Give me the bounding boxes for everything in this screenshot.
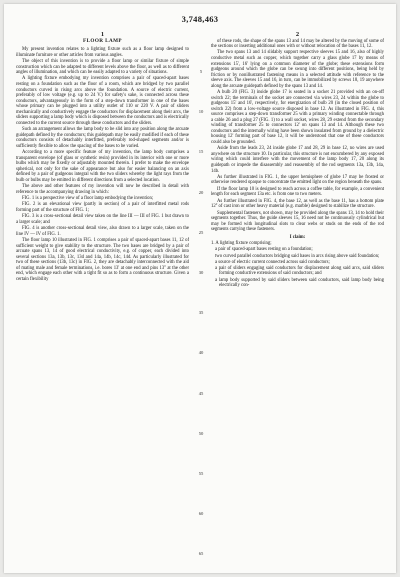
left-column — [16, 32, 189, 567]
paragraph: Aside from the leads 23, 24 inside globe 17 and 28, 29 in base 12, no wires are used anywhere on the structure 10. In particular, this structure is not encumbered by any exposed wiring which could interfere with the movement of the lamp body 17, 20 along its guidepath or impede the disassembly and reassembly of the rod segments 13a, 13b, 14a, 14b. — [211, 146, 384, 174]
patent-number: 3,748,463 — [181, 14, 219, 24]
line-number-gutter — [194, 32, 208, 567]
paragraph: A bulb 20 (FIG. 3) inside globe 17 is seated in a socket 21 provided with an on-off switch 22; the terminals of the socket are connected via wires 23, 24 within the globe to gudgeons 15' and 16', respectively, for energization of bulb 20 (in the closed position of switch 22) from a low-voltage source disposed in base 12. As illustrated in FIG. 4, this source comprises a step-down transformer 25 with a primary winding connectable through a cable 26 and a plug 27 (FIG. 1) to a wall socket, wires 28, 29 extend from the secondary winding of transformer 25 to connectors 12' on spans 13 and 14. Although these two conductors and the internally wiring have been shown insulated from ground by a dielectric housing 12' forming part of base 12, it will be understood that one of these conductors could also be grounded. — [211, 90, 384, 145]
claim-clause: a pair of sliders engaging said conductors for displacement along said arcs, said sliders forming conductive extensions of said conductors; and — [215, 265, 384, 277]
left-paragraphs — [16, 47, 189, 282]
line-number: 60 — [198, 511, 204, 517]
claims-heading: I claim: — [289, 234, 306, 240]
line-number: 55 — [198, 471, 204, 476]
paragraph: Such an arrangement allows the lamp body to be slid into any position along the arcuate guidepath defined by the conductors; this guidepath may be easily modified if each of these conductors consists of detachably interfitted, preferably rod-shaped segments and/or is sufficiently flexible to allow the spacing of the bases to be varied. — [16, 127, 189, 149]
paragraph: The two spans 13 and 14 slidably support respective sleeves 15 and 16, also of highly conductive metal such as copper, which together carry a glass globe 17 by means of extensions 15', 16' lying on a common diameter of the globe; these extensions form gudgeons around which the globe can be swung into different positions, being held by friction or by nonillustrated fastening means in a selected attitude with reference to the sleeve axis. The sleeves 15 and 16, in turn, can be immobilized by screws 18, 19 anywhere along the arcuate guidepath defined by the spans 13 and 14. — [211, 50, 384, 89]
line-number: 45 — [198, 390, 204, 396]
paragraph: The floor lamp 10 illustrated in FIG. 1 comprises a pair of spaced-apart bases 11, 12 of sufficient weight to give stability to the structure. The two bases are bridged by a pair of arcuate spans 13, 14 of good electrical conductivity, e.g. of copper, each divided into several sections 13a, 13b, 13c, 13d and 14a, 14b, 14c, 14d. As particularly illustrated for two of these sections (13b, 13c) in FIG. 2, they are detachably interconnected with the aid of mating male and female terminations, i.e. bores 13' at one end and pins 13'' at the other end, which engage each other with a tight fit so as to form a continuous structure. Given a certain flexibility — [16, 238, 189, 282]
paragraph: My present invention relates to a lighting fixture such as a floor lamp designed to illuminate furniture or other articles from various angles. — [16, 47, 189, 58]
line-number: 5 — [199, 69, 203, 74]
claims-list — [211, 241, 384, 288]
paragraph: FIG. 2 is an elevational view (partly in section) of a pair of interfitted metal rods forming part of the structure of FIG. 1; — [16, 202, 189, 213]
line-number: 35 — [198, 310, 204, 316]
paragraph: According to a more specific feature of my invention, the lamp body comprises a transparent envelope (of glass or synthetic resin) provided in its interior with one or more bulbs which may be fixedly or adjustably mounted therein. I prefer to make the envelope spherical, not only for the sake of appearance but also for easier balancing on an axis defined by a pair of gudgeons integral with the two sliders whereby the light rays from the bulb or bulbs may be emitted in different directions from a selected location. — [16, 150, 189, 183]
paragraph: of these rods, the shape of the spans 13 and 14 may be altered by the moving of some of the sections or inserting additional ones with or without relocation of the bases 11, 12. — [211, 38, 384, 50]
paragraph: As further illustrated in FIG. 1, the upper hemisphere of globe 17 may be frosted or otherwise rendered opaque to concentrate the emitted light on the region beneath the spans. — [211, 174, 384, 186]
claim-clause: 1. A lighting fixture comprising; — [211, 241, 272, 247]
claim-clause: a pair of spaced-apart bases resting on a foundation; — [215, 247, 313, 253]
line-number: 15 — [198, 149, 204, 155]
claim-clause: a lamp body supported by said sliders between said conductors, said lamp body being electrically con- — [215, 277, 384, 289]
line-number: 10 — [198, 109, 204, 115]
line-number: 40 — [198, 350, 204, 356]
claim-clause: a source of electric current connected across said conductors; — [215, 259, 330, 265]
column-number-left: 1 — [100, 32, 105, 38]
line-number: 25 — [198, 229, 204, 235]
paragraph: FIG. 1 is a perspective view of a floor lamp embodying the invention; — [22, 196, 154, 202]
claim-clause: two curved parallel conductors bridging said bases in arcs rising above said foundation; — [215, 253, 380, 259]
right-paragraphs — [211, 39, 384, 233]
paragraph: FIG. 3 is a cross-sectional detail view taken on the line III — III of FIG. 1 but drawn to a larger scale; and — [16, 214, 189, 225]
right-column — [211, 32, 384, 567]
paragraph: If the floor lamp 10 is designed to reach across a coffee table, for example, a convenient length for each segment 13a etc. is from one to two meters. — [211, 186, 384, 198]
column-number-right: 2 — [295, 32, 300, 38]
paragraph: FIG. 4 is another cross-sectional detail view, also drawn to a larger scale, taken on the line IV — IV of FIG. 1. — [16, 226, 189, 237]
line-number: 65 — [198, 551, 204, 557]
patent-page — [4, 4, 396, 573]
line-number: 50 — [198, 430, 204, 436]
line-number: 30 — [198, 270, 204, 275]
paragraph: As further illustrated in FIG. 4, the base 12, as well as the base 11, has a bottom plate 12'' of cast iron or other heavy material (e.g. marble) designed to stabilize the structure. — [211, 198, 384, 210]
line-number: 20 — [198, 189, 204, 195]
paragraph: Supplemental fasteners, not shown, may be provided along the spans 13, 14 to hold their segments together. Thus, the guide sleeves 15, 16 need not be continuously cylindrical but may be formed with longitudinal slots to clear webs or studs on the ends of the rod segments carrying these fasteners. — [211, 210, 384, 233]
paragraph: The object of this invention is to provide a floor lamp or similar fixture of simple construction which can be adapted to different levels above the floor, as well as to different angles of illumination, and which can be easily adapted to a variety of situations. — [16, 58, 189, 76]
paragraph: A lighting fixture embodying my invention comprises a pair of spaced-apart bases resting on a foundation such as the floor of a room, which are bridged by two parallel conductors curved in rising arcs above the foundation. A source of electric current, preferably of low voltage (e.g. up to 24 V.) for safety's sake, is connected across these conductors, advantageously in the form of a step-down transformer in one of the bases whose primary can be plugged into a utility outlet of 110 or 220 V. A pair of sliders mechanically and conductively engage the conductors for displacement along their arcs, the sliders supporting a lamp body which is disposed between the conductors and is electrically connected to the current source through these conductors and the sliders. — [16, 76, 189, 126]
document-title: FLOOR LAMP — [82, 37, 122, 44]
paragraph: The above and other features of my invention will now be described in detail with reference to the accompanying drawing in which: — [16, 184, 189, 195]
